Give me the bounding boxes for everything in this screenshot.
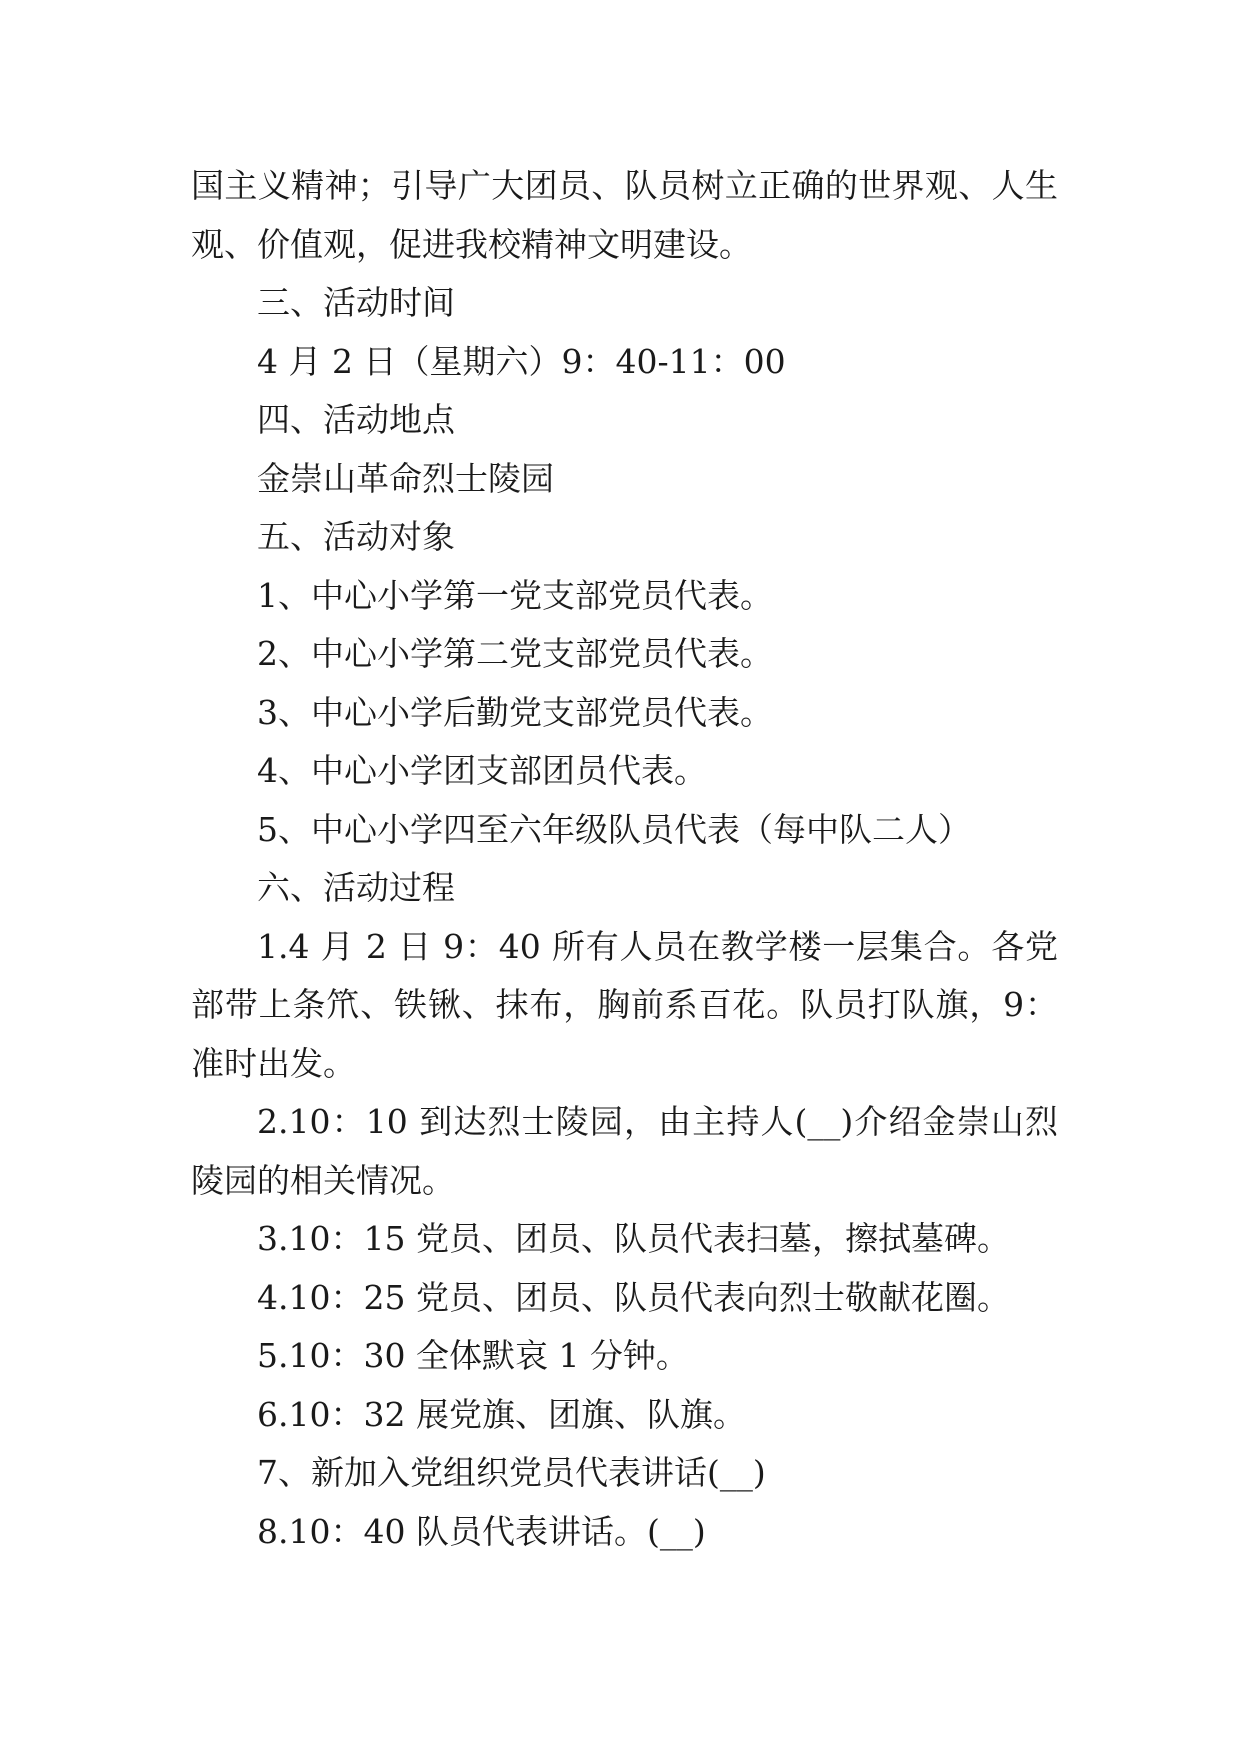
process-step-line: 8.10：40 队员代表讲话。(__) [257, 1511, 706, 1551]
process-step-line: 4.10：25 党员、团员、队员代表向烈士敬献花圈。 [257, 1277, 1010, 1317]
participant-item: 4、中心小学团支部团员代表。 [257, 751, 707, 790]
process-step-line: 准时出发。 [191, 1043, 356, 1083]
section-heading-location: 四、活动地点 [257, 400, 455, 439]
process-step-line: 7、新加入党组织党员代表讲话(__) [257, 1453, 766, 1492]
participant-item: 1、中心小学第一党支部党员代表。 [257, 575, 773, 615]
process-step-line: 5.10：30 全体默哀 1 分钟。 [257, 1336, 689, 1375]
document-body [191, 157, 1058, 1561]
participant-item: 2、中心小学第二党支部党员代表。 [257, 634, 773, 673]
process-step-line: 1.4 月 2 日 9：40 所有人员在教学楼一层集合。各党 [257, 926, 1058, 966]
process-step-line: 3.10：15 党员、团员、队员代表扫墓，擦拭墓碑。 [257, 1219, 1010, 1258]
paragraph-line: 国主义精神；引导广大团员、队员树立正确的世界观、人生 [191, 166, 1058, 205]
activity-location-value: 金崇山革命烈士陵园 [257, 458, 554, 498]
section-heading-participants: 五、活动对象 [257, 517, 455, 556]
paragraph-line: 观、价值观，促进我校精神文明建设。 [191, 224, 752, 264]
process-step-line: 6.10：32 展党旗、团旗、队旗。 [257, 1394, 746, 1434]
participant-item: 3、中心小学后勤党支部党员代表。 [257, 692, 773, 732]
section-heading-process: 六、活动过程 [257, 868, 455, 907]
section-heading-time: 三、活动时间 [257, 283, 455, 322]
process-step-line: 陵园的相关情况。 [191, 1160, 455, 1200]
process-step-line: 2.10：10 到达烈士陵园，由主持人(__)介绍金崇山烈 [257, 1102, 1058, 1141]
process-step-line: 部带上条笊、铁锹、抹布，胸前系百花。队员打队旗，9： [191, 985, 1058, 1024]
participant-item: 5、中心小学四至六年级队员代表（每中队二人） [257, 809, 971, 849]
activity-time-value: 4 月 2 日（星期六）9：40-11：00 [257, 341, 786, 381]
